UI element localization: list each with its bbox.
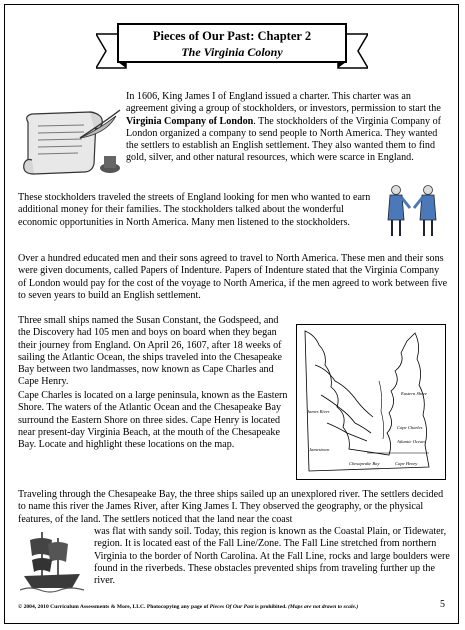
paragraph-cape-charles	[18, 390, 293, 451]
page-number: 5	[440, 599, 445, 610]
map-label-cape-charles: Cape Charles	[397, 425, 423, 430]
p2-text: These stockholders traveled the streets of England looking for men who wanted to earn additional money for their families. The stockholders talked about the wonderful economic opportunities in North America. Many men listened to the stockholders.	[18, 192, 371, 228]
page-title: Pieces of Our Past: Chapter 2	[152, 29, 312, 43]
stockholders-figures-icon	[380, 182, 448, 242]
chesapeake-map	[296, 324, 446, 480]
copyright-footer	[18, 603, 438, 611]
stockholders-illustration	[380, 182, 448, 242]
paragraph-ships	[18, 315, 293, 389]
map-label-chesapeake-bay: Chesapeake Bay	[349, 461, 380, 466]
footer-copyright: © 2004, 2010 Curriculum Assessments & More, LLC. Photocopying any page of	[18, 604, 210, 610]
p4-text: Three small ships named the Susan Constant, the Godspeed, and the Discovery had 105 men and boys on board when they began their journey from England. On April 26, 1607, after 18 weeks of sailing the Atlantic Ocean, the ships traveled into the Chesapeake Bay between two landmasses, now known as Cape Charles and Cape Henry.	[18, 315, 283, 388]
p1-bold: Virginia Company of London	[126, 115, 254, 127]
p6b-text: was flat with sandy soil. Today, this region is known as the Coastal Plain, or Tidewater, region. It is located east of the Fall Line/Zone. The Fall Line stretched from northern Virginia to the border of North Carolina. At the Fall Line, rocks and large boulders were found in the riverbeds. These obstacles prevented ships from traveling further up the river.	[94, 526, 450, 587]
paragraph-james-river-b	[94, 526, 450, 587]
paragraph-indenture	[18, 253, 450, 302]
map-label-james-river: James River	[307, 409, 330, 414]
paragraph-james-river-a	[18, 489, 450, 526]
map-label-cape-henry: Cape Henry	[395, 461, 418, 466]
page-subtitle: The Virginia Colony	[181, 45, 283, 59]
map-label-atlantic-ocean: Atlantic Ocean	[397, 439, 425, 444]
footer-map-note: (Maps are not drawn to scale.)	[286, 604, 359, 610]
p5-text: Cape Charles is located on a large peninsula, known as the Eastern Shore. The waters of the Atlantic Ocean and the Chesapeake Bay surround the Eastern Shore on three sides. Cape Henry is located near present-day Virginia Beach, at the mouth of the Chesapeake Bay. Locate and highlight these locations on the map.	[18, 390, 288, 451]
charter-scroll-illustration	[20, 108, 124, 180]
map-outline-icon	[297, 325, 445, 479]
ship-icon	[20, 526, 84, 596]
chapter-banner	[96, 22, 368, 72]
map-label-jamestown: Jamestown	[309, 447, 330, 452]
p1-after: . The stockholders of the Virginia Company of London organized a company to send people to North America. They wanted the settlers to establish an English settlement. They also wanted them to find gold, silver, and other natural resources, which were scarce in England.	[126, 115, 442, 164]
p3-text: Over a hundred educated men and their sons agreed to travel to North America. These men and their sons were given documents, called Papers of Indenture. Papers of Indenture stated that the Virginia Company of London would pay for the cost of the voyage to North America, if the men agreed to work between five to seven years to build an English settlement.	[18, 253, 448, 301]
p1-before: In 1606, King James I of England issued a charter. This charter was an agreement giving a group of stockholders, or investors, permission to start the	[126, 91, 441, 115]
footer-book-title: Pieces Of Our Past	[209, 604, 254, 610]
ship-illustration	[20, 526, 84, 596]
paragraph-stockholders	[18, 192, 378, 229]
map-label-eastern-shore: Eastern Shore	[401, 391, 427, 396]
p6a-text: Traveling through the Chesapeake Bay, the three ships sailed up an unexplored river. The settlers decided to name this river the James River, after King James I. They observed the geography, or the physical features, of the land. The settlers noticed that the land near the coast	[18, 489, 444, 525]
footer-prohibited: is prohibited.	[253, 604, 287, 610]
scroll-charter-icon	[20, 108, 124, 180]
